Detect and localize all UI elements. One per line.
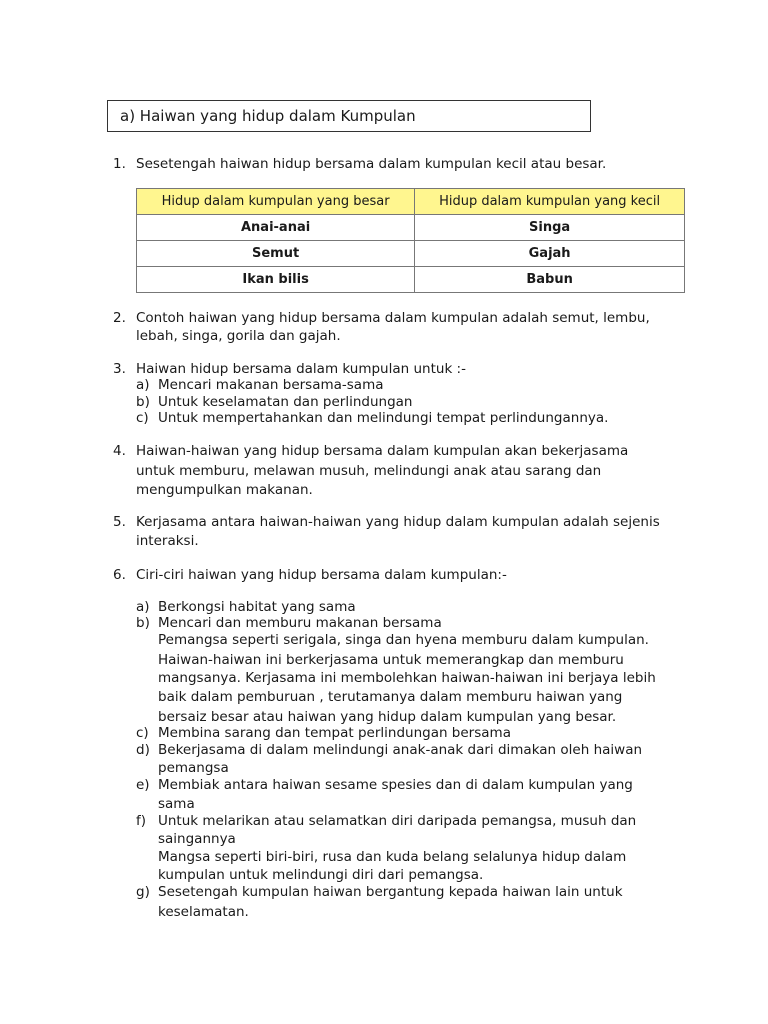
- table-header-large: Hidup dalam kumpulan yang besar: [137, 189, 415, 215]
- sub-item-text: Bekerjasama di dalam melindungi anak-anak dari dimakan oleh haiwan: [158, 742, 643, 758]
- sub-item-detail: Pemangsa seperti serigala, singa dan hyena memburu dalam kumpulan.: [158, 632, 649, 648]
- sub-item-letter: a): [136, 599, 150, 615]
- paragraph-2-line: lebah, singa, gorila dan gajah.: [136, 328, 341, 344]
- item-number: 2.: [113, 310, 126, 326]
- item-number: 1.: [113, 156, 126, 172]
- sub-item-letter: d): [136, 742, 150, 758]
- table-row: [137, 267, 685, 293]
- sub-item-letter: a): [136, 377, 150, 393]
- table-header-small: Hidup dalam kumpulan yang kecil: [415, 189, 685, 215]
- sub-item-text: pemangsa: [158, 760, 229, 776]
- sub-item-letter: b): [136, 394, 150, 410]
- paragraph-5-line: interaksi.: [136, 533, 199, 549]
- item-number: 6.: [113, 567, 126, 583]
- sub-item-text: Membina sarang dan tempat perlindungan bersama: [158, 725, 511, 741]
- sub-item-letter: e): [136, 777, 150, 793]
- table-cell: Gajah: [415, 241, 685, 267]
- sub-item-detail: Haiwan-haiwan ini berkerjasama untuk memerangkap dan memburu: [158, 652, 624, 668]
- sub-item-detail: mangsanya. Kerjasama ini membolehkan haiwan-haiwan ini berjaya lebih: [158, 670, 656, 686]
- paragraph-6-text: Ciri-ciri haiwan yang hidup bersama dalam kumpulan:-: [136, 567, 507, 583]
- table-row: [137, 215, 685, 241]
- sub-item-text: Untuk mempertahankan dan melindungi tempat perlindungannya.: [158, 410, 609, 426]
- sub-item-text: Membiak antara haiwan sesame spesies dan di dalam kumpulan yang: [158, 777, 633, 793]
- item-number: 4.: [113, 443, 126, 459]
- table-cell: Ikan bilis: [137, 267, 415, 293]
- sub-item-letter: c): [136, 410, 149, 426]
- paragraph-4-line: Haiwan-haiwan yang hidup bersama dalam kumpulan akan bekerjasama: [136, 443, 629, 459]
- paragraph-4-line: mengumpulkan makanan.: [136, 482, 313, 498]
- sub-item-detail: bersaiz besar atau haiwan yang hidup dalam kumpulan yang besar.: [158, 709, 617, 725]
- sub-item-text: Sesetengah kumpulan haiwan bergantung kepada haiwan lain untuk: [158, 884, 623, 900]
- paragraph-1-text: Sesetengah haiwan hidup bersama dalam kumpulan kecil atau besar.: [136, 156, 607, 172]
- sub-item-text: Mencari dan memburu makanan bersama: [158, 615, 442, 631]
- sub-item-text: kumpulan untuk melindungi diri dari pemangsa.: [158, 867, 484, 883]
- item-number: 5.: [113, 514, 126, 530]
- sub-item-text: keselamatan.: [158, 904, 249, 920]
- paragraph-3-text: Haiwan hidup bersama dalam kumpulan untuk :-: [136, 361, 466, 377]
- section-title: a) Haiwan yang hidup dalam Kumpulan: [107, 100, 591, 132]
- table-cell: Anai-anai: [137, 215, 415, 241]
- sub-item-text: Untuk melarikan atau selamatkan diri daripada pemangsa, musuh dan: [158, 813, 637, 829]
- sub-item-letter: c): [136, 725, 149, 741]
- paragraph-2-line: Contoh haiwan yang hidup bersama dalam kumpulan adalah semut, lembu,: [136, 310, 650, 326]
- table-row: [137, 241, 685, 267]
- item-number: 3.: [113, 361, 126, 377]
- table-cell: Semut: [137, 241, 415, 267]
- paragraph-5-line: Kerjasama antara haiwan-haiwan yang hidup dalam kumpulan adalah sejenis: [136, 514, 660, 530]
- group-table: [136, 188, 685, 293]
- sub-item-letter: b): [136, 615, 150, 631]
- paragraph-4-line: untuk memburu, melawan musuh, melindungi anak atau sarang dan: [136, 463, 602, 479]
- sub-item-text: sama: [158, 796, 195, 812]
- sub-item-text: Mencari makanan bersama-sama: [158, 377, 384, 393]
- sub-item-text: Mangsa seperti biri-biri, rusa dan kuda belang selalunya hidup dalam: [158, 849, 627, 865]
- sub-item-detail: baik dalam pemburuan , terutamanya dalam memburu haiwan yang: [158, 689, 623, 705]
- sub-item-text: Berkongsi habitat yang sama: [158, 599, 356, 615]
- sub-item-text: Untuk keselamatan dan perlindungan: [158, 394, 413, 410]
- sub-item-text: saingannya: [158, 831, 236, 847]
- sub-item-letter: g): [136, 884, 150, 900]
- table-cell: Babun: [415, 267, 685, 293]
- sub-item-letter: f): [136, 813, 147, 829]
- table-cell: Singa: [415, 215, 685, 241]
